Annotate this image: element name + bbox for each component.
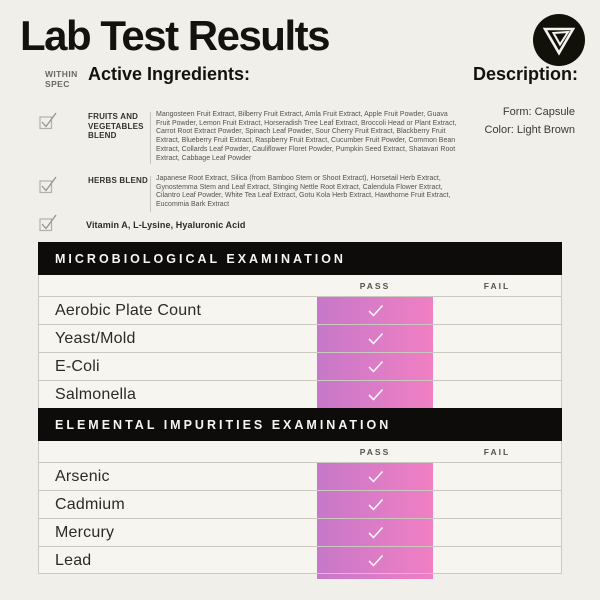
divider [150, 176, 151, 212]
table-row [39, 490, 561, 518]
table-row [39, 380, 561, 408]
test-name: Mercury [55, 524, 115, 541]
description-form: Form: Capsule [502, 106, 575, 118]
table-title-bar: ELEMENTAL IMPURITIES EXAMINATION [38, 408, 562, 441]
test-name: E-Coli [55, 358, 100, 375]
test-name: Arsenic [55, 468, 110, 485]
blend-label: FRUITS AND VEGETABLES BLEND [88, 112, 144, 140]
table-bottom-border [39, 573, 561, 574]
column-headers [39, 275, 561, 296]
table-row [39, 546, 561, 574]
blend-ingredients: Mangosteen Fruit Extract, Bilberry Fruit Extract, Amla Fruit Extract, Apple Fruit Powder, Guava Fruit Powder, Lemon Fruit Extract, Horseradish Tree Leaf Extract, Broccoli Head or Plant Extract, Carrot Root Extract Powder, Spinach Leaf Powder, Sour Cherry Fruit Extract, Blackberry Fruit Extract, Blueberry Fruit Extract, Raspberry Fruit Extract, Cucumber Fruit Powder, Common Bean Extract, Collards Leaf Powder, Cauliflower Floret Powder, Pumpkin Seed Extract, Shatavari Root Extract, Cabbage Leaf Powder [156, 111, 457, 162]
within-spec-label: WITHIN SPEC [45, 69, 78, 89]
test-name: Yeast/Mold [55, 330, 136, 347]
table-row [39, 296, 561, 324]
page-title: Lab Test Results [20, 12, 329, 59]
test-name: Lead [55, 552, 92, 569]
within-spec-checkbox-icon [38, 174, 58, 194]
test-name: Cadmium [55, 496, 125, 513]
divider [150, 112, 151, 164]
fail-column-header: FAIL [483, 281, 511, 291]
blend-ingredients: Japanese Root Extract, Silica (from Bamboo Stem or Shoot Extract), Horsetail Herb Extract, Gynostemma Stem and Leaf Extract, Stinging Nettle Root Extract, Calendula Flower Extract, Cilantro Leaf Powder, White Tea Leaf Extract, Gotu Kola Herb Extract, Hawthorne Fruit Extract, Eucommia Bark Extract [156, 175, 451, 209]
pass-column-header: PASS [359, 281, 391, 291]
active-ingredients-heading: Active Ingredients: [88, 64, 251, 84]
description-color: Color: Light Brown [484, 124, 575, 136]
within-spec-checkbox-icon [38, 110, 58, 130]
table-row [39, 518, 561, 546]
column-headers [39, 441, 561, 462]
table-title-bar: MICROBIOLOGICAL EXAMINATION [38, 242, 562, 275]
elemental-impurities-examination-table [38, 408, 562, 574]
table-row [39, 324, 561, 352]
within-spec-checkbox-icon [38, 212, 58, 232]
description-heading: Description: [472, 64, 578, 84]
test-name: Salmonella [55, 386, 137, 403]
table-row [39, 462, 561, 490]
brand-logo-icon [531, 12, 587, 68]
vitamins-text: Vitamin A, L-Lysine, Hyaluronic Acid [86, 220, 246, 230]
fail-column-header: FAIL [483, 447, 511, 457]
blend-label: HERBS BLEND [88, 176, 148, 185]
test-name: Aerobic Plate Count [55, 302, 202, 319]
pass-column-header: PASS [359, 447, 391, 457]
table-row [39, 352, 561, 380]
microbiological-examination-table [38, 242, 562, 408]
